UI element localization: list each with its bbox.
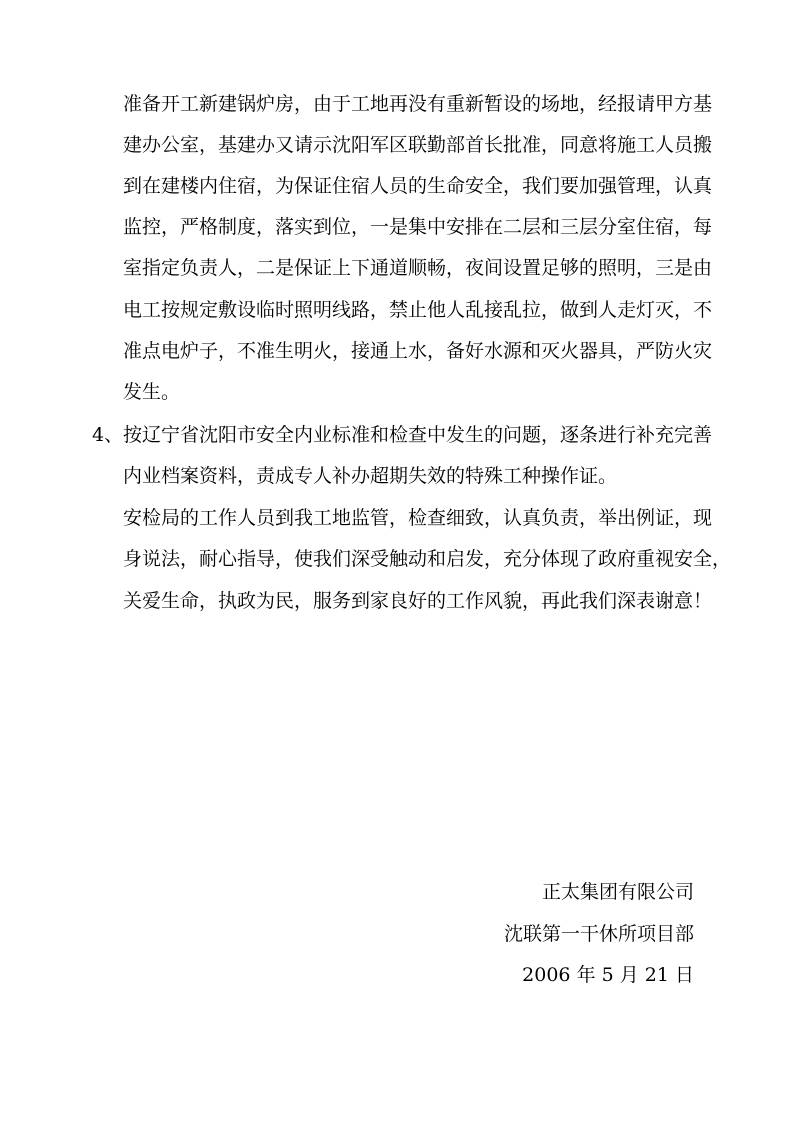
signature-company: 正太集团有限公司 — [541, 881, 694, 903]
paragraph-line: 发生。 — [123, 381, 181, 403]
closing-line: 安检局的工作人员到我工地监管，检查细致，认真负责，举出例证，现 — [123, 507, 713, 529]
item-line: 按辽宁省沈阳市安全内业标准和检查中发生的问题，逐条进行补充完善 — [123, 424, 713, 446]
paragraph-line: 准备开工新建锅炉房，由于工地再没有重新暂设的场地，经报请甲方基 — [123, 93, 713, 115]
paragraph-line: 建办公室，基建办又请示沈阳军区联勤部首长批准，同意将施工人员搬 — [123, 134, 713, 156]
item-number: 4、 — [92, 424, 124, 446]
signature-date: 2006 年 5 月 21 日 — [522, 964, 694, 986]
item-line: 内业档案资料，责成专人补办超期失效的特殊工种操作证。 — [123, 465, 618, 487]
paragraph-line: 监控，严格制度，落实到位，一是集中安排在二层和三层分室住宿，每 — [123, 216, 713, 238]
closing-line: 身说法，耐心指导，使我们深受触动和启发，充分体现了政府重视安全， — [123, 548, 732, 570]
paragraph-line: 电工按规定敷设临时照明线路，禁止他人乱接乱拉，做到人走灯灭，不 — [123, 299, 713, 321]
paragraph-line: 准点电炉子，不准生明火，接通上水，备好水源和灭火器具，严防火灾 — [123, 340, 713, 362]
paragraph-line: 室指定负责人，二是保证上下通道顺畅，夜间设置足够的照明，三是由 — [123, 257, 713, 279]
signature-department: 沈联第一干休所项目部 — [503, 923, 694, 945]
closing-line: 关爱生命，执政为民，服务到家良好的工作风貌，再此我们深表谢意！ — [123, 590, 713, 612]
paragraph-line: 到在建楼内住宿，为保证住宿人员的生命安全，我们要加强管理，认真 — [123, 175, 713, 197]
